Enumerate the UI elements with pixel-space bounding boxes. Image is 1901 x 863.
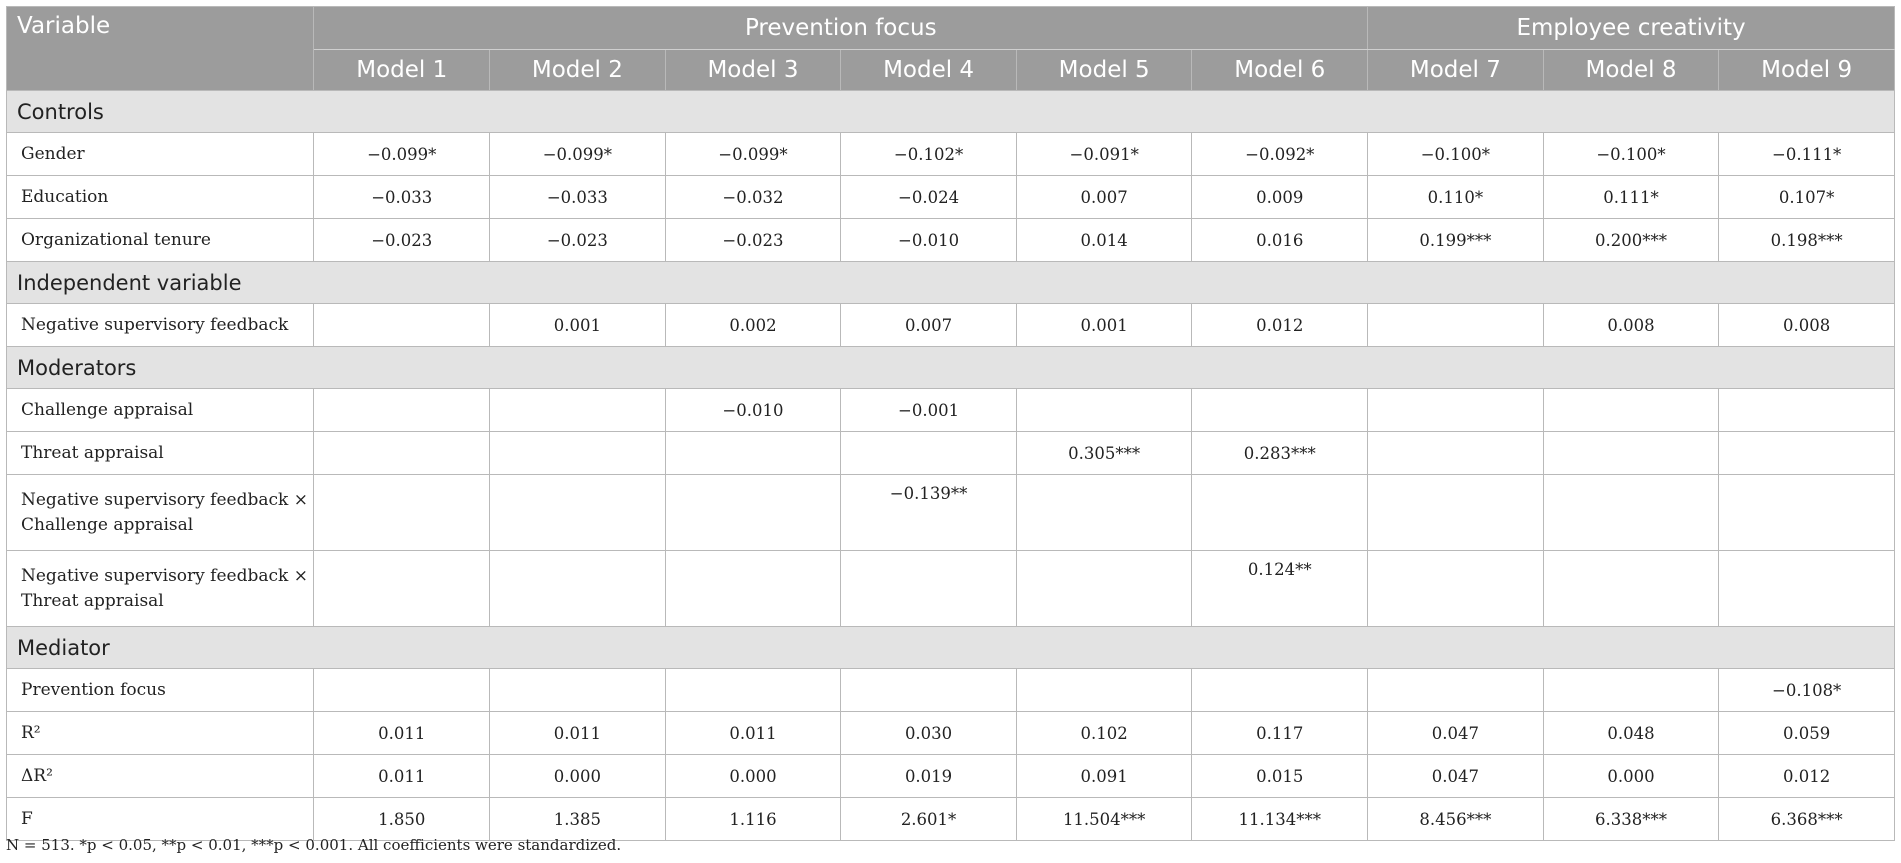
cell	[1543, 551, 1719, 627]
row-label: Prevention focus	[7, 669, 314, 712]
cell: −0.102*	[841, 133, 1017, 176]
cell: 0.000	[1543, 755, 1719, 798]
cell	[1016, 551, 1192, 627]
cell: −0.024	[841, 176, 1017, 219]
cell: 1.116	[665, 798, 841, 841]
cell	[490, 475, 666, 551]
table-row	[7, 798, 1895, 841]
cell: −0.099*	[490, 133, 666, 176]
row-label: Organizational tenure	[7, 219, 314, 262]
cell: 0.091	[1016, 755, 1192, 798]
header-model: Model 6	[1192, 50, 1368, 91]
section-label: Independent variable	[7, 262, 1895, 304]
cell: −0.033	[314, 176, 490, 219]
section-label: Moderators	[7, 347, 1895, 389]
cell: 0.002	[665, 304, 841, 347]
cell: 0.015	[1192, 755, 1368, 798]
row-label-line: Negative supervisory feedback ×	[21, 489, 308, 510]
cell: −0.023	[314, 219, 490, 262]
cell: −0.100*	[1543, 133, 1719, 176]
cell: −0.099*	[665, 133, 841, 176]
cell: 0.030	[841, 712, 1017, 755]
cell: 0.124**	[1192, 551, 1368, 627]
cell: 0.048	[1543, 712, 1719, 755]
cell: 0.000	[490, 755, 666, 798]
header-group-employee-creativity: Employee creativity	[1368, 7, 1895, 50]
cell: 11.134***	[1192, 798, 1368, 841]
cell	[841, 551, 1017, 627]
cell	[1368, 551, 1544, 627]
table-row	[7, 304, 1895, 347]
cell: 0.012	[1192, 304, 1368, 347]
cell: 0.007	[841, 304, 1017, 347]
cell	[1192, 669, 1368, 712]
cell: 0.110*	[1368, 176, 1544, 219]
cell: −0.023	[490, 219, 666, 262]
cell	[314, 551, 490, 627]
cell	[1192, 475, 1368, 551]
cell: 0.008	[1719, 304, 1895, 347]
cell: 0.047	[1368, 712, 1544, 755]
table-row	[7, 389, 1895, 432]
cell	[314, 669, 490, 712]
cell: 1.850	[314, 798, 490, 841]
cell	[1016, 475, 1192, 551]
cell: −0.139**	[841, 475, 1017, 551]
cell	[841, 669, 1017, 712]
header-model: Model 4	[841, 50, 1017, 91]
cell: −0.010	[841, 219, 1017, 262]
regression-table	[6, 6, 1895, 841]
cell	[1543, 475, 1719, 551]
table-row	[7, 755, 1895, 798]
cell	[665, 432, 841, 475]
cell: 0.111*	[1543, 176, 1719, 219]
table-row	[7, 475, 1895, 551]
header-model: Model 3	[665, 50, 841, 91]
cell: 0.198***	[1719, 219, 1895, 262]
row-label-line: Threat appraisal	[21, 590, 164, 611]
table-row	[7, 432, 1895, 475]
table-footnote: N = 513. *p < 0.05, **p < 0.01, ***p < 0.001. All coefficients were standardized.	[6, 836, 622, 854]
cell: −0.091*	[1016, 133, 1192, 176]
cell: 0.001	[490, 304, 666, 347]
table-row	[7, 551, 1895, 627]
cell	[1368, 669, 1544, 712]
row-label: Negative supervisory feedback	[7, 304, 314, 347]
cell	[665, 669, 841, 712]
cell: 0.117	[1192, 712, 1368, 755]
cell: −0.001	[841, 389, 1017, 432]
cell: 0.011	[665, 712, 841, 755]
row-label	[7, 551, 314, 627]
table-row	[7, 219, 1895, 262]
cell	[1719, 389, 1895, 432]
cell	[1368, 432, 1544, 475]
cell	[1368, 304, 1544, 347]
cell	[314, 304, 490, 347]
cell	[1016, 669, 1192, 712]
cell: 0.016	[1192, 219, 1368, 262]
cell	[490, 432, 666, 475]
cell: −0.099*	[314, 133, 490, 176]
cell	[1016, 389, 1192, 432]
section-label: Controls	[7, 91, 1895, 133]
cell	[1543, 432, 1719, 475]
header-group-prevention-focus: Prevention focus	[314, 7, 1368, 50]
cell: −0.092*	[1192, 133, 1368, 176]
cell: −0.108*	[1719, 669, 1895, 712]
table-row	[7, 176, 1895, 219]
header-model: Model 8	[1543, 50, 1719, 91]
cell	[490, 669, 666, 712]
cell: 0.200***	[1543, 219, 1719, 262]
cell	[665, 551, 841, 627]
cell: −0.111*	[1719, 133, 1895, 176]
cell: 0.047	[1368, 755, 1544, 798]
cell: 0.107*	[1719, 176, 1895, 219]
header-row-groups	[7, 7, 1895, 50]
section-row-controls	[7, 91, 1895, 133]
cell	[1719, 475, 1895, 551]
cell: 0.199***	[1368, 219, 1544, 262]
table-row	[7, 712, 1895, 755]
table-row	[7, 669, 1895, 712]
cell: 8.456***	[1368, 798, 1544, 841]
cell: −0.010	[665, 389, 841, 432]
cell	[841, 432, 1017, 475]
cell: 6.338***	[1543, 798, 1719, 841]
cell: 0.011	[314, 755, 490, 798]
header-model: Model 7	[1368, 50, 1544, 91]
header-model: Model 1	[314, 50, 490, 91]
cell: 0.014	[1016, 219, 1192, 262]
row-label: ΔR²	[7, 755, 314, 798]
cell: 0.009	[1192, 176, 1368, 219]
cell	[314, 432, 490, 475]
cell: 0.012	[1719, 755, 1895, 798]
header-model: Model 5	[1016, 50, 1192, 91]
cell: 0.007	[1016, 176, 1192, 219]
row-label: Education	[7, 176, 314, 219]
cell: 0.008	[1543, 304, 1719, 347]
row-label: Challenge appraisal	[7, 389, 314, 432]
cell: 0.011	[490, 712, 666, 755]
cell: 0.001	[1016, 304, 1192, 347]
section-row-mediator	[7, 627, 1895, 669]
cell	[665, 475, 841, 551]
header-model: Model 9	[1719, 50, 1895, 91]
cell	[1543, 389, 1719, 432]
cell: 0.011	[314, 712, 490, 755]
cell	[1368, 389, 1544, 432]
row-label-line: Negative supervisory feedback ×	[21, 565, 308, 586]
cell	[1192, 389, 1368, 432]
cell: −0.033	[490, 176, 666, 219]
cell	[1719, 432, 1895, 475]
table-row	[7, 133, 1895, 176]
cell: 0.102	[1016, 712, 1192, 755]
cell	[314, 475, 490, 551]
cell: 0.059	[1719, 712, 1895, 755]
cell	[1368, 475, 1544, 551]
header-model: Model 2	[490, 50, 666, 91]
cell: 6.368***	[1719, 798, 1895, 841]
cell	[490, 389, 666, 432]
cell	[314, 389, 490, 432]
cell	[1719, 551, 1895, 627]
row-label: Gender	[7, 133, 314, 176]
section-row-independent-variable	[7, 262, 1895, 304]
row-label	[7, 475, 314, 551]
cell: 0.000	[665, 755, 841, 798]
header-variable: Variable	[7, 7, 314, 91]
regression-table-container	[6, 6, 1895, 841]
cell: −0.023	[665, 219, 841, 262]
cell: 0.305***	[1016, 432, 1192, 475]
cell: 2.601*	[841, 798, 1017, 841]
cell	[490, 551, 666, 627]
row-label-line: Challenge appraisal	[21, 514, 194, 535]
section-row-moderators	[7, 347, 1895, 389]
row-label: R²	[7, 712, 314, 755]
cell: 0.283***	[1192, 432, 1368, 475]
cell: 0.019	[841, 755, 1017, 798]
cell: −0.032	[665, 176, 841, 219]
cell	[1543, 669, 1719, 712]
section-label: Mediator	[7, 627, 1895, 669]
cell: 11.504***	[1016, 798, 1192, 841]
cell: −0.100*	[1368, 133, 1544, 176]
cell: 1.385	[490, 798, 666, 841]
row-label: F	[7, 798, 314, 841]
row-label: Threat appraisal	[7, 432, 314, 475]
